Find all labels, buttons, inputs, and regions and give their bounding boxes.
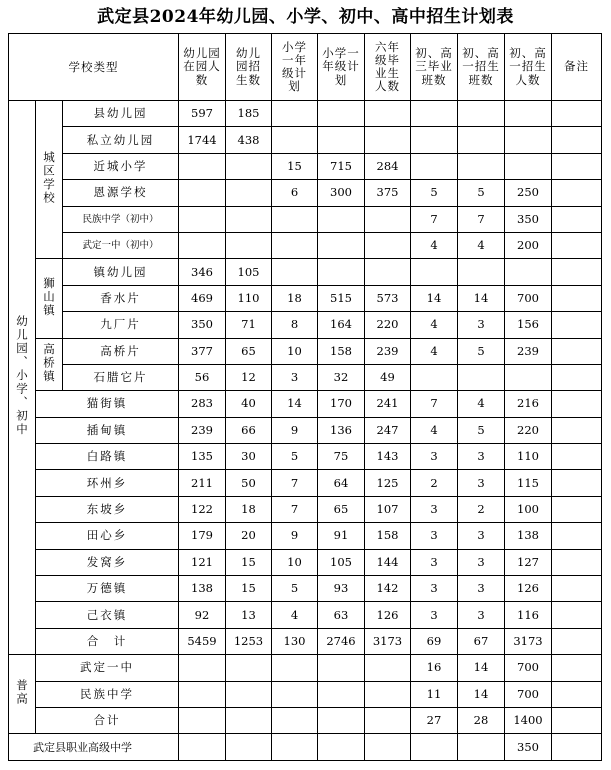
enrollment-table [8, 33, 602, 761]
cell-kg-admit: 438 [226, 127, 272, 153]
cell-g7-students: 350 [505, 206, 552, 232]
row-name: 私立幼儿园 [63, 127, 179, 153]
group-label: 普高 [15, 679, 29, 707]
cell-j1-plan [318, 655, 365, 681]
cell-g7-classes [458, 127, 505, 153]
cell-remark [552, 523, 602, 549]
cell-g6-grad: 144 [365, 549, 411, 575]
cell-remark [552, 206, 602, 232]
cell-g7-classes: 3 [458, 444, 505, 470]
cell-g6-grad [365, 101, 411, 127]
cell-j1-plan: 65 [318, 496, 365, 522]
group-shishan [36, 259, 63, 338]
header-kg-admit: 幼儿园招生数 [226, 34, 272, 101]
cell-kg-admit: 18 [226, 496, 272, 522]
cell-g7-students: 1400 [505, 707, 552, 733]
cell-j1-plan: 93 [318, 576, 365, 602]
cell-p1-plan: 4 [272, 602, 318, 628]
cell-g7-classes: 2 [458, 496, 505, 522]
row-name: 县幼儿园 [63, 101, 179, 127]
cell-g7-classes: 7 [458, 206, 505, 232]
cell-kg-enrolled: 283 [179, 391, 226, 417]
cell-kg-enrolled: 1744 [179, 127, 226, 153]
cell-g9-classes: 4 [411, 338, 458, 364]
cell-kg-enrolled: 138 [179, 576, 226, 602]
cell-g7-students [505, 153, 552, 179]
cell-p1-plan: 7 [272, 496, 318, 522]
cell-g7-students: 239 [505, 338, 552, 364]
cell-j1-plan [318, 734, 365, 760]
cell-kg-admit [226, 206, 272, 232]
cell-kg-enrolled: 469 [179, 285, 226, 311]
cell-g9-classes: 2 [411, 470, 458, 496]
cell-g9-classes [411, 101, 458, 127]
table-row [9, 576, 602, 602]
cell-g9-classes: 3 [411, 523, 458, 549]
cell-kg-admit: 50 [226, 470, 272, 496]
cell-g9-classes: 3 [411, 549, 458, 575]
table-row [9, 734, 602, 760]
row-name: 武定县职业高级中学 [9, 734, 179, 760]
cell-kg-admit [226, 681, 272, 707]
cell-kg-enrolled [179, 707, 226, 733]
cell-remark [552, 312, 602, 338]
cell-g6-grad [365, 206, 411, 232]
cell-kg-enrolled [179, 180, 226, 206]
cell-j1-plan: 2746 [318, 628, 365, 654]
row-name: 田心乡 [36, 523, 179, 549]
cell-j1-plan: 715 [318, 153, 365, 179]
cell-g7-classes [458, 101, 505, 127]
cell-g7-students: 700 [505, 655, 552, 681]
cell-g7-classes [458, 734, 505, 760]
table-row [9, 655, 602, 681]
cell-kg-admit: 15 [226, 549, 272, 575]
cell-g6-grad [365, 259, 411, 285]
cell-p1-plan [272, 127, 318, 153]
cell-p1-plan: 5 [272, 444, 318, 470]
cell-kg-enrolled [179, 232, 226, 258]
cell-kg-enrolled: 135 [179, 444, 226, 470]
cell-p1-plan: 130 [272, 628, 318, 654]
cell-g7-classes: 5 [458, 338, 505, 364]
row-name: 恩源学校 [63, 180, 179, 206]
table-row [9, 523, 602, 549]
cell-g7-students: 700 [505, 681, 552, 707]
cell-g6-grad [365, 681, 411, 707]
cell-remark [552, 628, 602, 654]
cell-g7-students: 700 [505, 285, 552, 311]
cell-j1-plan [318, 206, 365, 232]
cell-g7-students: 138 [505, 523, 552, 549]
cell-g6-grad: 375 [365, 180, 411, 206]
row-name: 镇幼儿园 [63, 259, 179, 285]
cell-g7-classes [458, 364, 505, 390]
cell-g7-students: 127 [505, 549, 552, 575]
cell-g6-grad [365, 232, 411, 258]
cell-kg-admit [226, 232, 272, 258]
cell-kg-enrolled: 597 [179, 101, 226, 127]
cell-j1-plan: 158 [318, 338, 365, 364]
header-p1-plan: 小学一年级计划 [272, 34, 318, 101]
cell-g9-classes: 3 [411, 444, 458, 470]
cell-p1-plan [272, 206, 318, 232]
cell-p1-plan: 9 [272, 523, 318, 549]
row-name: 白路镇 [36, 444, 179, 470]
cell-kg-enrolled: 179 [179, 523, 226, 549]
table-row [9, 681, 602, 707]
cell-g6-grad: 241 [365, 391, 411, 417]
cell-p1-plan: 3 [272, 364, 318, 390]
cell-j1-plan: 136 [318, 417, 365, 443]
cell-j1-plan [318, 259, 365, 285]
cell-g6-grad: 125 [365, 470, 411, 496]
table-row [9, 444, 602, 470]
cell-g7-classes: 67 [458, 628, 505, 654]
table-row [9, 153, 602, 179]
cell-g9-classes: 16 [411, 655, 458, 681]
row-name: 武定一中 [36, 655, 179, 681]
cell-g7-students: 3173 [505, 628, 552, 654]
group-gaoqiao [36, 338, 63, 391]
cell-p1-plan: 5 [272, 576, 318, 602]
header-row [9, 34, 602, 101]
group-label: 幼儿园、小学、初中 [15, 315, 29, 437]
cell-g9-classes: 3 [411, 576, 458, 602]
cell-j1-plan [318, 707, 365, 733]
row-name: 民族中学（初中） [63, 206, 179, 232]
cell-g9-classes: 3 [411, 496, 458, 522]
cell-j1-plan [318, 101, 365, 127]
cell-g6-grad: 143 [365, 444, 411, 470]
cell-j1-plan [318, 681, 365, 707]
table-row [9, 391, 602, 417]
cell-g9-classes [411, 153, 458, 179]
cell-g6-grad [365, 707, 411, 733]
cell-g9-classes: 3 [411, 602, 458, 628]
row-name: 香水片 [63, 285, 179, 311]
table-row [9, 180, 602, 206]
cell-g7-classes: 5 [458, 180, 505, 206]
table-row [9, 259, 602, 285]
cell-g6-grad: 107 [365, 496, 411, 522]
row-name: 己衣镇 [36, 602, 179, 628]
cell-g9-classes: 11 [411, 681, 458, 707]
table-row [9, 496, 602, 522]
cell-g6-grad: 3173 [365, 628, 411, 654]
cell-p1-plan [272, 681, 318, 707]
cell-g7-classes: 28 [458, 707, 505, 733]
table-row [9, 364, 602, 390]
cell-g9-classes: 69 [411, 628, 458, 654]
cell-kg-enrolled: 350 [179, 312, 226, 338]
cell-p1-plan: 14 [272, 391, 318, 417]
cell-g6-grad [365, 734, 411, 760]
cell-remark [552, 364, 602, 390]
cell-g9-classes: 14 [411, 285, 458, 311]
cell-g7-students: 156 [505, 312, 552, 338]
row-name: 石腊它片 [63, 364, 179, 390]
cell-g9-classes [411, 127, 458, 153]
cell-g6-grad: 220 [365, 312, 411, 338]
cell-g7-students [505, 259, 552, 285]
table-row [9, 206, 602, 232]
cell-g7-students [505, 127, 552, 153]
cell-p1-plan: 10 [272, 549, 318, 575]
cell-kg-admit: 40 [226, 391, 272, 417]
table-row [9, 338, 602, 364]
cell-kg-enrolled: 346 [179, 259, 226, 285]
cell-g7-classes: 14 [458, 655, 505, 681]
cell-remark [552, 602, 602, 628]
cell-remark [552, 338, 602, 364]
table-row [9, 101, 602, 127]
cell-g9-classes [411, 734, 458, 760]
cell-j1-plan: 63 [318, 602, 365, 628]
cell-g6-grad [365, 655, 411, 681]
cell-g7-classes: 3 [458, 576, 505, 602]
cell-p1-plan: 18 [272, 285, 318, 311]
cell-g9-classes: 7 [411, 206, 458, 232]
cell-kg-enrolled: 56 [179, 364, 226, 390]
table-row [9, 417, 602, 443]
table-row [9, 549, 602, 575]
row-name: 合 计 [36, 628, 179, 654]
cell-kg-admit: 20 [226, 523, 272, 549]
cell-kg-admit: 13 [226, 602, 272, 628]
row-name: 合计 [36, 707, 179, 733]
cell-kg-enrolled [179, 681, 226, 707]
cell-g9-classes [411, 259, 458, 285]
row-name: 民族中学 [36, 681, 179, 707]
cell-kg-enrolled: 5459 [179, 628, 226, 654]
cell-remark [552, 127, 602, 153]
cell-kg-admit: 30 [226, 444, 272, 470]
cell-kg-enrolled [179, 206, 226, 232]
cell-p1-plan: 15 [272, 153, 318, 179]
cell-p1-plan: 8 [272, 312, 318, 338]
cell-g6-grad: 247 [365, 417, 411, 443]
cell-kg-admit [226, 734, 272, 760]
header-g9-classes: 初、高三毕业班数 [411, 34, 458, 101]
cell-g6-grad: 284 [365, 153, 411, 179]
group-urban [36, 101, 63, 259]
group-label: 高桥镇 [42, 342, 56, 384]
table-row [9, 232, 602, 258]
cell-kg-admit: 12 [226, 364, 272, 390]
cell-kg-admit [226, 153, 272, 179]
group-label: 城区学校 [42, 151, 56, 206]
cell-g7-classes: 4 [458, 391, 505, 417]
page-title: 武定县2024年幼儿园、小学、初中、高中招生计划表 [97, 7, 514, 27]
cell-remark [552, 496, 602, 522]
cell-g7-students [505, 101, 552, 127]
cell-j1-plan: 300 [318, 180, 365, 206]
cell-p1-plan [272, 655, 318, 681]
table-row [9, 470, 602, 496]
cell-remark [552, 549, 602, 575]
cell-remark [552, 417, 602, 443]
cell-g7-students: 100 [505, 496, 552, 522]
cell-j1-plan [318, 127, 365, 153]
cell-g9-classes: 4 [411, 417, 458, 443]
cell-p1-plan: 7 [272, 470, 318, 496]
cell-g9-classes: 5 [411, 180, 458, 206]
cell-j1-plan: 515 [318, 285, 365, 311]
cell-g7-students: 110 [505, 444, 552, 470]
cell-g9-classes: 4 [411, 232, 458, 258]
cell-g7-classes: 14 [458, 285, 505, 311]
row-name: 万德镇 [36, 576, 179, 602]
table-row [9, 628, 602, 654]
cell-j1-plan: 164 [318, 312, 365, 338]
group-main [9, 101, 36, 655]
cell-remark [552, 232, 602, 258]
table-row [9, 285, 602, 311]
cell-g6-grad: 126 [365, 602, 411, 628]
cell-kg-admit [226, 180, 272, 206]
cell-g7-students: 200 [505, 232, 552, 258]
cell-kg-enrolled: 92 [179, 602, 226, 628]
cell-g7-students: 126 [505, 576, 552, 602]
header-g7-students: 初、高一招生人数 [505, 34, 552, 101]
cell-kg-enrolled [179, 655, 226, 681]
cell-kg-enrolled: 239 [179, 417, 226, 443]
group-senior [9, 655, 36, 734]
cell-g7-classes: 3 [458, 549, 505, 575]
cell-remark [552, 734, 602, 760]
cell-g9-classes: 27 [411, 707, 458, 733]
header-g7-classes: 初、高一招生班数 [458, 34, 505, 101]
cell-remark [552, 576, 602, 602]
cell-g7-students: 115 [505, 470, 552, 496]
cell-kg-enrolled: 121 [179, 549, 226, 575]
cell-kg-enrolled [179, 734, 226, 760]
cell-remark [552, 655, 602, 681]
cell-g7-classes: 4 [458, 232, 505, 258]
header-kg-enrolled: 幼儿园在园人数 [179, 34, 226, 101]
cell-p1-plan [272, 707, 318, 733]
row-name: 武定一中（初中） [63, 232, 179, 258]
cell-remark [552, 470, 602, 496]
cell-kg-admit: 65 [226, 338, 272, 364]
cell-remark [552, 180, 602, 206]
cell-g6-grad [365, 127, 411, 153]
cell-g7-students: 220 [505, 417, 552, 443]
cell-kg-admit: 185 [226, 101, 272, 127]
cell-remark [552, 285, 602, 311]
cell-p1-plan [272, 734, 318, 760]
cell-j1-plan: 75 [318, 444, 365, 470]
cell-j1-plan: 32 [318, 364, 365, 390]
cell-kg-enrolled: 211 [179, 470, 226, 496]
cell-j1-plan: 170 [318, 391, 365, 417]
table-row [9, 127, 602, 153]
cell-g7-classes: 3 [458, 312, 505, 338]
table-row [9, 707, 602, 733]
cell-p1-plan: 6 [272, 180, 318, 206]
cell-kg-admit: 71 [226, 312, 272, 338]
cell-remark [552, 707, 602, 733]
cell-j1-plan [318, 232, 365, 258]
cell-p1-plan: 10 [272, 338, 318, 364]
cell-g6-grad: 158 [365, 523, 411, 549]
cell-g7-students: 350 [505, 734, 552, 760]
row-name: 九厂片 [63, 312, 179, 338]
header-remark: 备注 [552, 34, 602, 101]
cell-kg-admit [226, 707, 272, 733]
cell-g7-classes: 3 [458, 602, 505, 628]
cell-remark [552, 153, 602, 179]
table-row [9, 312, 602, 338]
cell-p1-plan [272, 101, 318, 127]
cell-g7-classes: 5 [458, 417, 505, 443]
row-name: 环州乡 [36, 470, 179, 496]
cell-g9-classes: 4 [411, 312, 458, 338]
row-name: 近城小学 [63, 153, 179, 179]
cell-g7-students [505, 364, 552, 390]
cell-g7-students: 216 [505, 391, 552, 417]
cell-kg-enrolled: 377 [179, 338, 226, 364]
row-name: 东坡乡 [36, 496, 179, 522]
row-name: 猫街镇 [36, 391, 179, 417]
row-name: 高桥片 [63, 338, 179, 364]
cell-g7-students: 250 [505, 180, 552, 206]
header-g6-grad: 六年级毕业生人数 [365, 34, 411, 101]
header-school-type: 学校类型 [9, 34, 179, 101]
row-name: 发窝乡 [36, 549, 179, 575]
cell-remark [552, 444, 602, 470]
cell-p1-plan [272, 232, 318, 258]
cell-g9-classes: 7 [411, 391, 458, 417]
cell-remark [552, 681, 602, 707]
cell-kg-admit: 66 [226, 417, 272, 443]
cell-kg-admit [226, 655, 272, 681]
cell-kg-admit: 110 [226, 285, 272, 311]
cell-g9-classes [411, 364, 458, 390]
cell-g7-classes [458, 259, 505, 285]
cell-g7-classes: 3 [458, 470, 505, 496]
cell-g6-grad: 142 [365, 576, 411, 602]
cell-g7-students: 116 [505, 602, 552, 628]
cell-g6-grad: 49 [365, 364, 411, 390]
cell-j1-plan: 91 [318, 523, 365, 549]
cell-j1-plan: 105 [318, 549, 365, 575]
cell-p1-plan [272, 259, 318, 285]
cell-kg-enrolled [179, 153, 226, 179]
cell-kg-admit: 15 [226, 576, 272, 602]
cell-remark [552, 259, 602, 285]
cell-remark [552, 101, 602, 127]
cell-remark [552, 391, 602, 417]
cell-p1-plan: 9 [272, 417, 318, 443]
row-name: 插甸镇 [36, 417, 179, 443]
cell-kg-enrolled: 122 [179, 496, 226, 522]
header-j1-plan: 小学一年级计划 [318, 34, 365, 101]
table-row [9, 602, 602, 628]
cell-g7-classes [458, 153, 505, 179]
cell-g7-classes: 14 [458, 681, 505, 707]
cell-kg-admit: 105 [226, 259, 272, 285]
group-label: 狮山镇 [42, 276, 56, 318]
cell-j1-plan: 64 [318, 470, 365, 496]
cell-g6-grad: 573 [365, 285, 411, 311]
cell-kg-admit: 1253 [226, 628, 272, 654]
cell-g6-grad: 239 [365, 338, 411, 364]
cell-g7-classes: 3 [458, 523, 505, 549]
